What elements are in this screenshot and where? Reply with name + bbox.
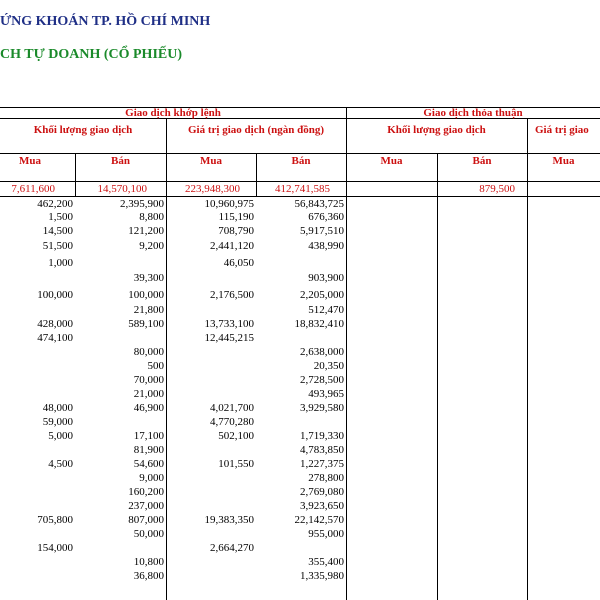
cell-kl-ban: 9,000 [139,472,164,484]
header-buy-3: Mua [380,155,403,167]
total-tt-kl-ban: 879,500 [479,183,515,195]
cell-gt-mua: 2,176,500 [210,289,254,301]
cell-kl-ban: 121,200 [128,225,164,237]
cell-gt-ban: 18,832,410 [294,318,344,330]
cell-gt-mua: 4,021,700 [210,402,254,414]
cell-gt-mua: 12,445,215 [204,332,254,344]
cell-kl-ban: 54,600 [133,458,164,470]
total-gt-ban: 412,741,585 [275,183,330,195]
cell-kl-ban: 500 [147,360,164,372]
cell-gt-mua: 502,100 [218,430,254,442]
header-matched-value: Giá trị giao dịch (ngàn đồng) [188,124,324,136]
cell-gt-ban: 1,227,375 [300,458,344,470]
cell-kl-ban: 36,800 [133,570,164,582]
cell-gt-mua: 2,441,120 [210,240,254,252]
header-buy-1: Mua [19,155,41,167]
cell-gt-ban: 676,360 [308,211,344,223]
cell-gt-mua: 46,050 [223,257,254,269]
header-sell-3: Bán [472,155,492,167]
cell-kl-ban: 80,000 [133,346,164,358]
cell-kl-ban: 46,900 [133,402,164,414]
report-title-line1: ỨNG KHOÁN TP. HỒ CHÍ MINH [0,14,211,29]
cell-gt-mua: 19,383,350 [204,514,254,526]
cell-kl-ban: 10,800 [133,556,164,568]
cell-gt-mua: 13,733,100 [204,318,254,330]
cell-gt-ban: 1,335,980 [300,570,344,582]
cell-kl-mua: 1,000 [48,257,73,269]
cell-gt-mua: 101,550 [218,458,254,470]
cell-gt-ban: 3,923,650 [300,500,344,512]
cell-gt-ban: 493,965 [308,388,344,400]
cell-gt-mua: 10,960,975 [204,198,254,210]
cell-kl-mua: 51,500 [42,240,73,252]
cell-kl-mua: 154,000 [37,542,73,554]
cell-gt-ban: 5,917,510 [300,225,344,237]
total-kl-mua: 7,611,600 [11,183,55,195]
cell-kl-ban: 8,800 [139,211,164,223]
header-matched-volume: Khối lượng giao dịch [33,124,133,136]
cell-gt-ban: 1,719,330 [300,430,344,442]
cell-kl-ban: 70,000 [133,374,164,386]
header-group-negotiated: Giao dịch thỏa thuận [423,107,523,119]
header-buy-2: Mua [200,155,222,167]
cell-kl-ban: 160,200 [128,486,164,498]
cell-kl-mua: 100,000 [37,289,73,301]
cell-gt-ban: 438,990 [308,240,344,252]
cell-gt-mua: 4,770,280 [210,416,254,428]
total-kl-ban: 14,570,100 [97,183,147,195]
cell-gt-ban: 56,843,725 [294,198,344,210]
report-title-line2: CH TỰ DOANH (CỔ PHIẾU) [0,47,182,62]
cell-gt-mua: 2,664,270 [210,542,254,554]
cell-kl-ban: 50,000 [133,528,164,540]
total-gt-mua: 223,948,300 [185,183,240,195]
header-group-matched: Giao dịch khớp lệnh [125,107,221,119]
cell-kl-mua: 48,000 [42,402,73,414]
cell-kl-mua: 474,100 [37,332,73,344]
cell-gt-ban: 2,769,080 [300,486,344,498]
cell-kl-ban: 17,100 [133,430,164,442]
cell-gt-ban: 2,638,000 [300,346,344,358]
cell-gt-ban: 20,350 [313,360,344,372]
cell-gt-ban: 903,900 [308,272,344,284]
cell-gt-mua: 115,190 [218,211,254,223]
cell-gt-ban: 278,800 [308,472,344,484]
header-negotiated-value: Giá trị giao [535,124,589,136]
header-sell-2: Bán [291,155,311,167]
cell-gt-ban: 355,400 [308,556,344,568]
cell-gt-ban: 3,929,580 [300,402,344,414]
cell-kl-mua: 59,000 [42,416,73,428]
cell-kl-ban: 39,300 [133,272,164,284]
cell-gt-mua: 708,790 [218,225,254,237]
header-sell-1: Bán [111,155,130,167]
cell-kl-ban: 237,000 [128,500,164,512]
header-buy-4: Mua [552,155,575,167]
cell-kl-ban: 807,000 [128,514,164,526]
cell-kl-mua: 1,500 [48,211,73,223]
cell-kl-ban: 589,100 [128,318,164,330]
cell-kl-mua: 5,000 [48,430,73,442]
cell-kl-mua: 462,200 [37,198,73,210]
header-negotiated-volume: Khối lượng giao dịch [387,124,486,136]
cell-kl-ban: 21,800 [133,304,164,316]
cell-kl-mua: 705,800 [37,514,73,526]
cell-kl-mua: 428,000 [37,318,73,330]
cell-gt-ban: 4,783,850 [300,444,344,456]
cell-gt-ban: 2,205,000 [300,289,344,301]
cell-kl-ban: 21,000 [133,388,164,400]
cell-kl-mua: 14,500 [42,225,73,237]
cell-kl-ban: 100,000 [128,289,164,301]
cell-gt-ban: 22,142,570 [294,514,344,526]
cell-kl-ban: 9,200 [139,240,164,252]
cell-kl-mua: 4,500 [48,458,73,470]
cell-gt-ban: 512,470 [308,304,344,316]
cell-gt-ban: 955,000 [308,528,344,540]
cell-gt-ban: 2,728,500 [300,374,344,386]
cell-kl-ban: 81,900 [133,444,164,456]
cell-kl-ban: 2,395,900 [120,198,164,210]
